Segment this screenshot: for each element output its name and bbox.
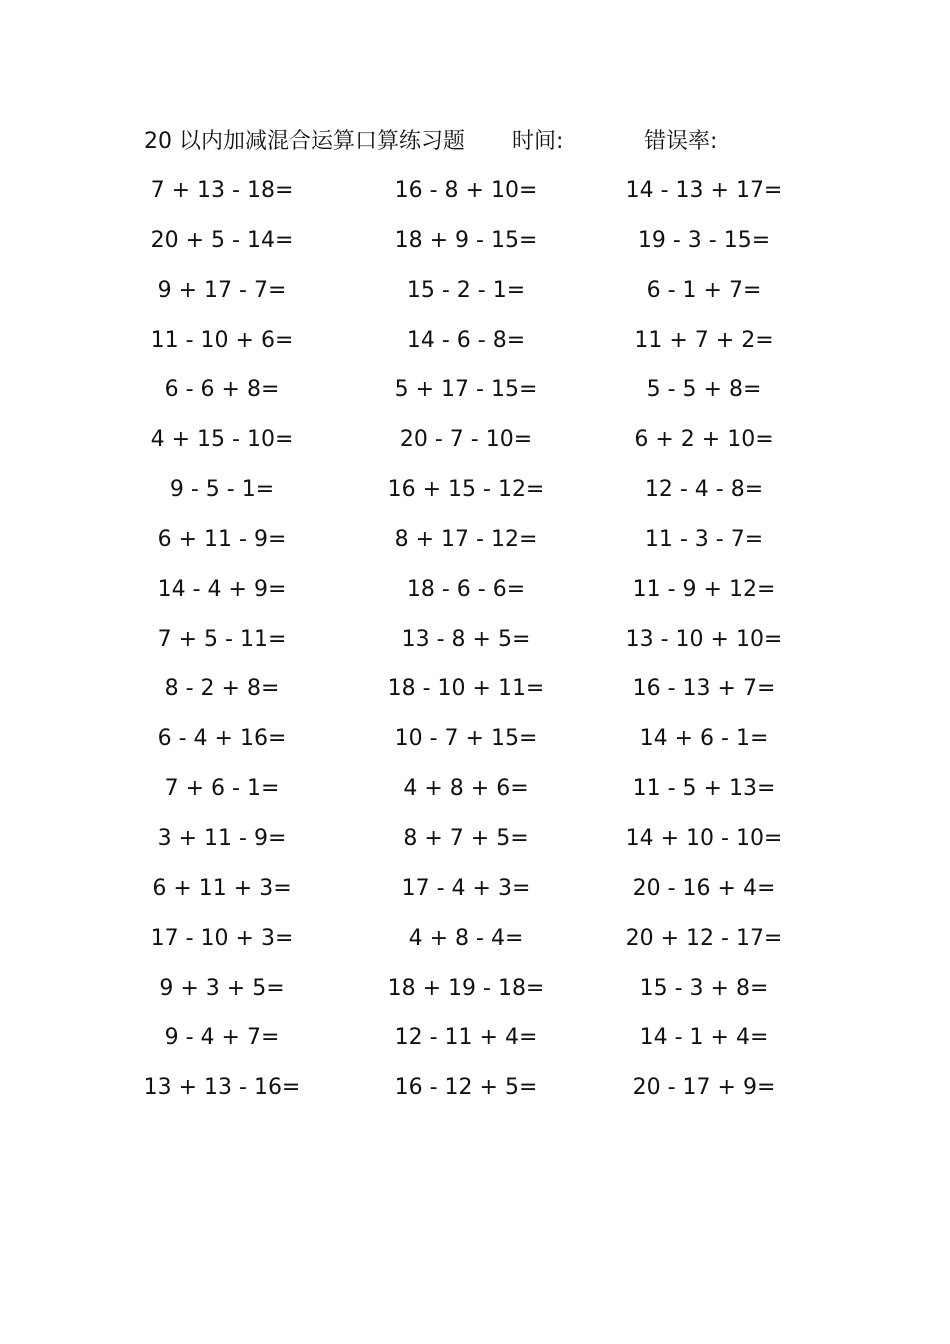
math-problem: 9 - 4 + 7=: [164, 1025, 280, 1051]
math-problem: 18 - 10 + 11=: [387, 676, 545, 702]
problem-row: [0, 218, 950, 268]
math-problem: 4 + 8 + 6=: [403, 776, 529, 802]
math-problem: 5 + 17 - 15=: [394, 377, 538, 403]
math-problem: 14 - 4 + 9=: [157, 576, 287, 602]
worksheet-header: [144, 124, 784, 160]
problem-row: [0, 1065, 950, 1115]
problem-row: [0, 617, 950, 667]
math-problem: 15 - 3 + 8=: [639, 975, 769, 1001]
math-problem: 16 - 13 + 7=: [632, 676, 776, 702]
math-problem: 18 - 6 - 6=: [406, 576, 526, 602]
math-problem: 9 + 17 - 7=: [157, 277, 287, 303]
problem-row: [0, 716, 950, 766]
math-problem: 6 - 1 + 7=: [646, 277, 762, 303]
math-problem: 6 - 4 + 16=: [157, 726, 287, 752]
problem-row: [0, 268, 950, 318]
math-problem: 11 - 9 + 12=: [632, 576, 776, 602]
math-problem: 11 + 7 + 2=: [634, 327, 774, 353]
error-rate-label: 错误率:: [644, 129, 718, 154]
problem-row: [0, 567, 950, 617]
math-problem: 18 + 9 - 15=: [394, 227, 538, 253]
math-problem: 15 - 2 - 1=: [406, 277, 526, 303]
math-problem: 6 + 11 + 3=: [152, 875, 292, 901]
math-problem: 7 + 6 - 1=: [164, 776, 280, 802]
math-problem: 20 + 12 - 17=: [625, 925, 783, 951]
problem-row: [0, 666, 950, 716]
math-problem: 14 - 1 + 4=: [639, 1025, 769, 1051]
math-problem: 20 - 7 - 10=: [399, 427, 533, 453]
problem-row: [0, 168, 950, 218]
math-problem: 17 - 4 + 3=: [401, 875, 531, 901]
math-problem: 7 + 13 - 18=: [150, 178, 294, 203]
problem-row: [0, 766, 950, 816]
problem-row: [0, 966, 950, 1016]
math-problem: 6 + 11 - 9=: [157, 526, 287, 552]
problem-row: [0, 318, 950, 368]
math-problem: 13 - 8 + 5=: [401, 626, 531, 652]
problem-row: [0, 916, 950, 966]
math-problem: 14 + 6 - 1=: [639, 726, 769, 752]
math-problem: 20 - 17 + 9=: [632, 1075, 776, 1101]
math-problem: 10 - 7 + 15=: [394, 726, 538, 752]
math-problem: 8 + 17 - 12=: [394, 526, 538, 552]
math-problem: 13 + 13 - 16=: [143, 1075, 301, 1101]
math-problem: 8 - 2 + 8=: [164, 676, 280, 702]
math-problem: 9 + 3 + 5=: [159, 975, 285, 1001]
problem-row: [0, 816, 950, 866]
math-problem: 18 + 19 - 18=: [387, 975, 545, 1001]
math-problem: 9 - 5 - 1=: [169, 477, 275, 503]
problem-row: [0, 866, 950, 916]
worksheet-title: 20 以内加减混合运算口算练习题: [144, 129, 465, 154]
math-problem: 11 - 5 + 13=: [632, 776, 776, 802]
math-problem: 11 - 3 - 7=: [644, 526, 764, 552]
math-problem: 16 + 15 - 12=: [387, 477, 545, 503]
math-problem: 19 - 3 - 15=: [637, 227, 771, 253]
problem-row: [0, 1015, 950, 1065]
math-problem: 5 - 5 + 8=: [646, 377, 762, 403]
math-problem: 6 + 2 + 10=: [634, 427, 774, 453]
problem-row: [0, 417, 950, 467]
problem-row: [0, 367, 950, 417]
math-problem: 7 + 5 - 11=: [157, 626, 287, 652]
math-problem: 4 + 8 - 4=: [408, 925, 524, 951]
problem-grid: [0, 168, 950, 1115]
math-problem: 13 - 10 + 10=: [625, 626, 783, 652]
math-problem: 12 - 11 + 4=: [394, 1025, 538, 1051]
math-problem: 20 + 5 - 14=: [150, 227, 294, 253]
math-problem: 3 + 11 - 9=: [157, 825, 287, 851]
time-label: 时间:: [512, 129, 564, 154]
math-problem: 14 - 6 - 8=: [406, 327, 526, 353]
math-problem: 14 + 10 - 10=: [625, 825, 783, 851]
math-problem: 8 + 7 + 5=: [403, 825, 529, 851]
math-problem: 4 + 15 - 10=: [150, 427, 294, 453]
math-problem: 14 - 13 + 17=: [625, 178, 783, 203]
math-problem: 12 - 4 - 8=: [644, 477, 764, 503]
math-problem: 20 - 16 + 4=: [632, 875, 776, 901]
problem-row: [0, 517, 950, 567]
math-problem: 17 - 10 + 3=: [150, 925, 294, 951]
math-problem: 16 - 8 + 10=: [394, 178, 538, 203]
math-problem: 11 - 10 + 6=: [150, 327, 294, 353]
problem-row: [0, 467, 950, 517]
math-problem: 6 - 6 + 8=: [164, 377, 280, 403]
math-problem: 16 - 12 + 5=: [394, 1075, 538, 1101]
